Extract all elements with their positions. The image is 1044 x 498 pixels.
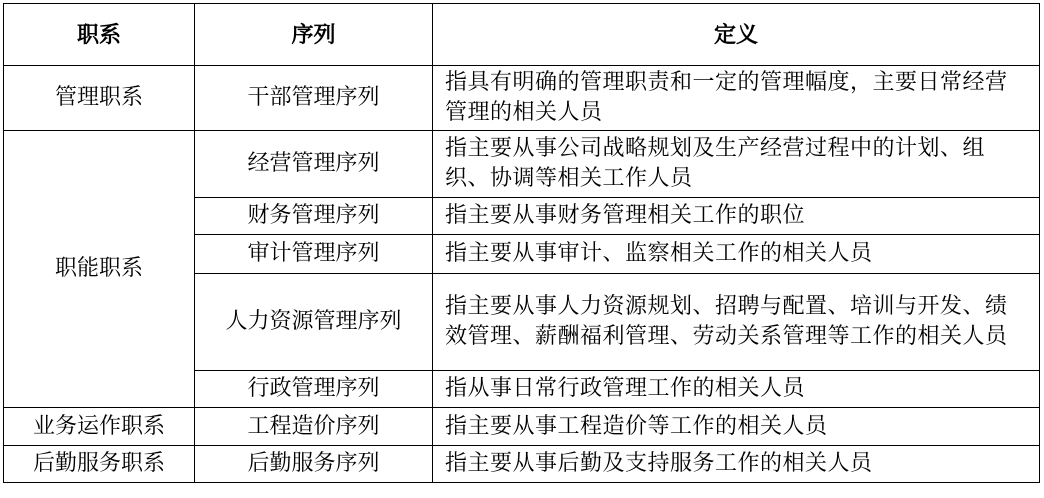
table-row <box>4 66 1040 131</box>
header-row <box>4 4 1040 66</box>
header-definition: 定义 <box>433 4 1040 66</box>
sequence-cell: 行政管理序列 <box>195 371 433 408</box>
definition-cell: 指主要从事后勤及支持服务工作的相关人员 <box>433 446 1040 483</box>
group-business: 业务运作职系 <box>4 408 195 446</box>
table-row <box>4 408 1040 446</box>
header-sequence: 序列 <box>195 4 433 66</box>
header-system: 职系 <box>4 4 195 66</box>
group-management: 管理职系 <box>4 66 195 131</box>
definition-cell: 指从事日常行政管理工作的相关人员 <box>433 371 1040 408</box>
sequence-cell: 干部管理序列 <box>195 66 433 131</box>
sequence-cell: 经营管理序列 <box>195 131 433 198</box>
job-classification-table <box>3 3 1040 483</box>
group-function: 职能职系 <box>4 131 195 408</box>
sequence-cell: 财务管理序列 <box>195 198 433 235</box>
table-row <box>4 131 1040 198</box>
definition-cell: 指具有明确的管理职责和一定的管理幅度，主要日常经营管理的相关人员 <box>433 66 1040 131</box>
sequence-cell: 审计管理序列 <box>195 235 433 274</box>
definition-cell: 指主要从事财务管理相关工作的职位 <box>433 198 1040 235</box>
sequence-cell: 后勤服务序列 <box>195 446 433 483</box>
definition-cell: 指主要从事人力资源规划、招聘与配置、培训与开发、绩效管理、薪酬福利管理、劳动关系管理等工作的相关人员 <box>433 274 1040 371</box>
definition-cell: 指主要从事工程造价等工作的相关人员 <box>433 408 1040 446</box>
sequence-cell: 人力资源管理序列 <box>195 274 433 371</box>
definition-cell: 指主要从事公司战略规划及生产经营过程中的计划、组织、协调等相关工作人员 <box>433 131 1040 198</box>
sequence-cell: 工程造价序列 <box>195 408 433 446</box>
group-logistics: 后勤服务职系 <box>4 446 195 483</box>
table-row <box>4 446 1040 483</box>
definition-cell: 指主要从事审计、监察相关工作的相关人员 <box>433 235 1040 274</box>
